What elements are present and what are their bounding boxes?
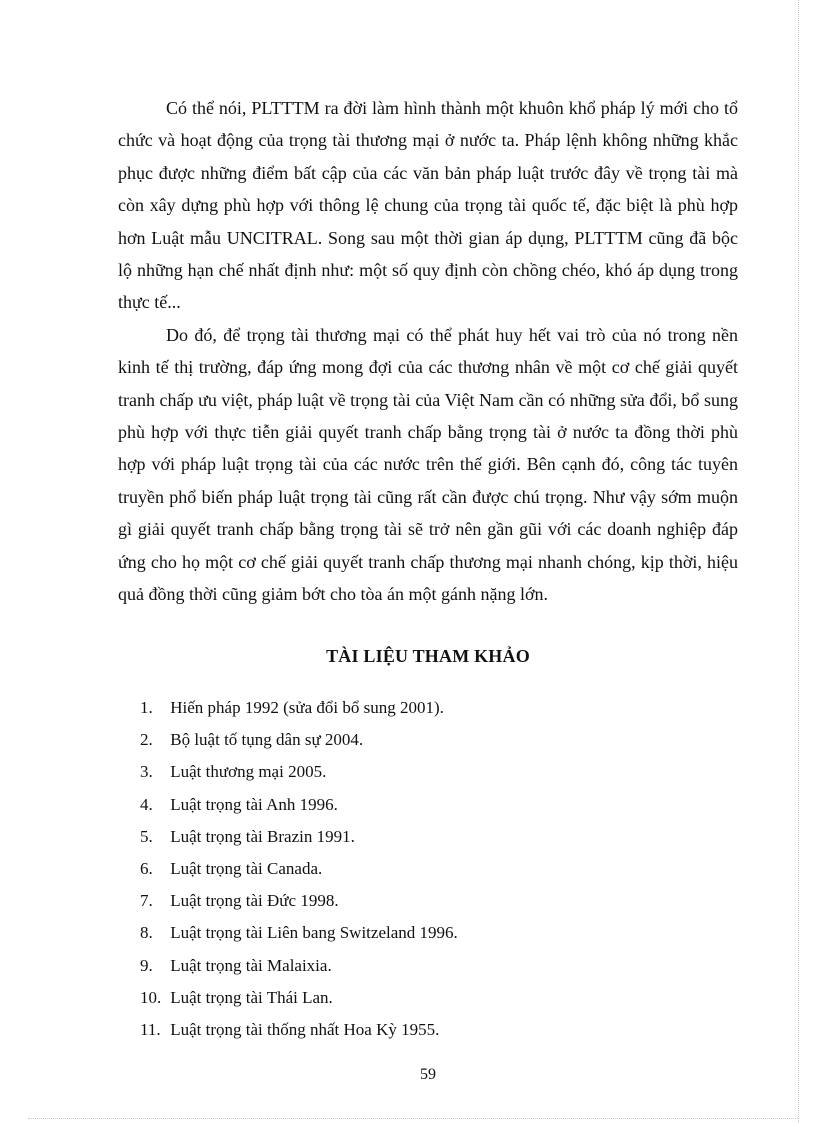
- reference-number: 5.: [140, 826, 153, 846]
- reference-item: [140, 952, 740, 984]
- reference-text: Bộ luật tố tụng dân sự 2004.: [170, 730, 364, 750]
- reference-item: [140, 791, 740, 823]
- reference-number: 8.: [140, 923, 153, 943]
- reference-number: 6.: [140, 858, 153, 878]
- reference-number: 9.: [140, 955, 153, 975]
- reference-text: Luật trọng tài Đức 1998.: [170, 891, 339, 911]
- paragraph-2: Do đó, để trọng tài thương mại có thể phát huy hết vai trò của nó trong nền kinh tế thị trường, đáp ứng mong đợi của các thương nhân về một cơ chế giải quyết tranh chấp ưu việt, pháp luật về trọng tài của Việt Nam cần có những sửa đổi, bổ sung phù hợp với thực tiễn giải quyết tranh chấp bằng trọng tài ở nước ta đồng thời phù hợp với pháp luật trọng tài của các nước trên thế giới. Bên cạnh đó, công tác tuyên truyền phổ biến pháp luật trọng tài cũng rất cần được chú trọng. Như vậy sớm muộn gì giải quyết tranh chấp bằng trọng tài sẽ trở nên gần gũi với các doanh nghiệp đáp ứng cho họ một cơ chế giải quyết tranh chấp thương mại nhanh chóng, kịp thời, hiệu quả đồng thời cũng giảm bớt cho tòa án một gánh nặng lớn.: [118, 324, 738, 605]
- reference-text: Luật trọng tài Canada.: [170, 858, 323, 878]
- reference-number: 10.: [140, 987, 162, 1007]
- paragraph-1: Có thể nói, PLTTTM ra đời làm hình thành một khuôn khổ pháp lý mới cho tổ chức và hoạt động của trọng tài thương mại ở nước ta. Pháp lệnh không những khắc phục được những điểm bất cập của các văn bản pháp luật trước đây về trọng tài mà còn xây dựng phù hợp với thông lệ chung của trọng tài quốc tế, đặc biệt là phù hợp hơn Luật mẫu UNCITRAL. Song sau một thời gian áp dụng, PLTTTM cũng đã bộc lộ những hạn chế nhất định như: một số quy định còn chồng chéo, khó áp dụng trong thực tế...: [118, 98, 738, 313]
- reference-item: [140, 855, 740, 887]
- reference-item: [140, 919, 740, 951]
- reference-text: Hiến pháp 1992 (sửa đổi bổ sung 2001).: [170, 698, 444, 717]
- reference-item: [140, 823, 740, 855]
- reference-text: Luật trọng tài thống nhất Hoa Kỳ 1955.: [170, 1019, 440, 1039]
- reference-text: Luật trọng tài Thái Lan.: [170, 987, 333, 1007]
- references-heading: TÀI LIỆU THAM KHẢO: [326, 646, 530, 666]
- reference-item: [140, 984, 740, 1016]
- reference-number: 2.: [140, 730, 153, 750]
- reference-item: [140, 694, 740, 726]
- reference-number: 11.: [140, 1019, 161, 1039]
- reference-text: Luật thương mại 2005.: [170, 762, 327, 782]
- reference-item: [140, 1016, 740, 1048]
- reference-text: Luật trọng tài Anh 1996.: [170, 794, 338, 814]
- page-number: 59: [420, 1066, 436, 1083]
- reference-item: [140, 758, 740, 790]
- reference-text: Luật trọng tài Malaixia.: [170, 955, 332, 975]
- page-bottom-border: [28, 1118, 798, 1119]
- references-list: [140, 694, 740, 1048]
- reference-number: 4.: [140, 794, 153, 814]
- reference-item: [140, 726, 740, 758]
- body-text: [118, 92, 738, 611]
- reference-text: Luật trọng tài Brazin 1991.: [170, 826, 355, 846]
- page-right-border: [798, 0, 799, 1123]
- reference-number: 1.: [140, 698, 153, 717]
- reference-number: 3.: [140, 762, 153, 782]
- reference-text: Luật trọng tài Liên bang Switzeland 1996.: [170, 923, 458, 943]
- reference-number: 7.: [140, 891, 153, 911]
- reference-item: [140, 887, 740, 919]
